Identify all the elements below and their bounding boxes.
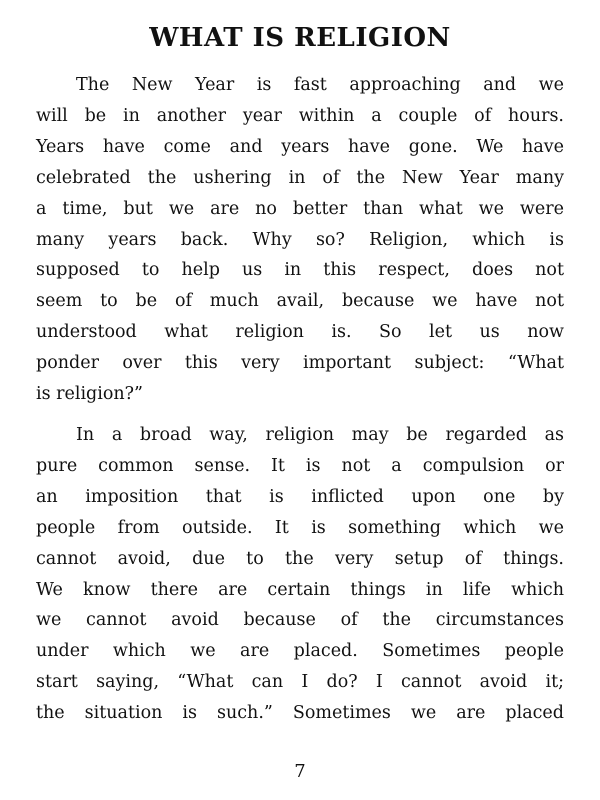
text-line: will be in another year within a couple of hours. — [36, 105, 564, 126]
paragraph-2 — [36, 420, 564, 729]
text-line: is religion?” — [36, 384, 143, 405]
body-text — [36, 70, 564, 739]
paragraph-1 — [36, 70, 564, 410]
page-number: 7 — [294, 761, 306, 782]
text-line: pure common sense. It is not a compulsion or — [36, 455, 564, 476]
text-line: the situation is such.” Sometimes we are placed — [36, 703, 564, 724]
text-line: under which we are placed. Sometimes people — [36, 641, 564, 662]
text-line: ponder over this very important subject: “What — [36, 353, 564, 374]
text-line: The New Year is fast approaching and we — [76, 75, 564, 95]
text-line: people from outside. It is something which we — [36, 517, 564, 538]
text-line: Years have come and years have gone. We have — [36, 136, 564, 157]
text-line: an imposition that is inflicted upon one by — [36, 486, 564, 507]
text-line: many years back. Why so? Religion, which is — [36, 229, 564, 250]
text-line: understood what religion is. So let us now — [36, 322, 564, 343]
text-line: start saying, “What can I do? I cannot avoid it; — [36, 672, 564, 693]
text-line: seem to be of much avail, because we have not — [36, 291, 564, 312]
chapter-title: WHAT IS RELIGION — [149, 23, 451, 53]
text-line: supposed to help us in this respect, does not — [36, 260, 564, 281]
text-line: cannot avoid, due to the very setup of things. — [36, 548, 564, 569]
text-line: a time, but we are no better than what we were — [36, 198, 564, 219]
text-line: we cannot avoid because of the circumstances — [36, 610, 564, 631]
text-line: celebrated the ushering in of the New Year many — [36, 167, 564, 188]
text-line: In a broad way, religion may be regarded as — [76, 424, 564, 445]
text-line: We know there are certain things in life which — [36, 579, 564, 600]
